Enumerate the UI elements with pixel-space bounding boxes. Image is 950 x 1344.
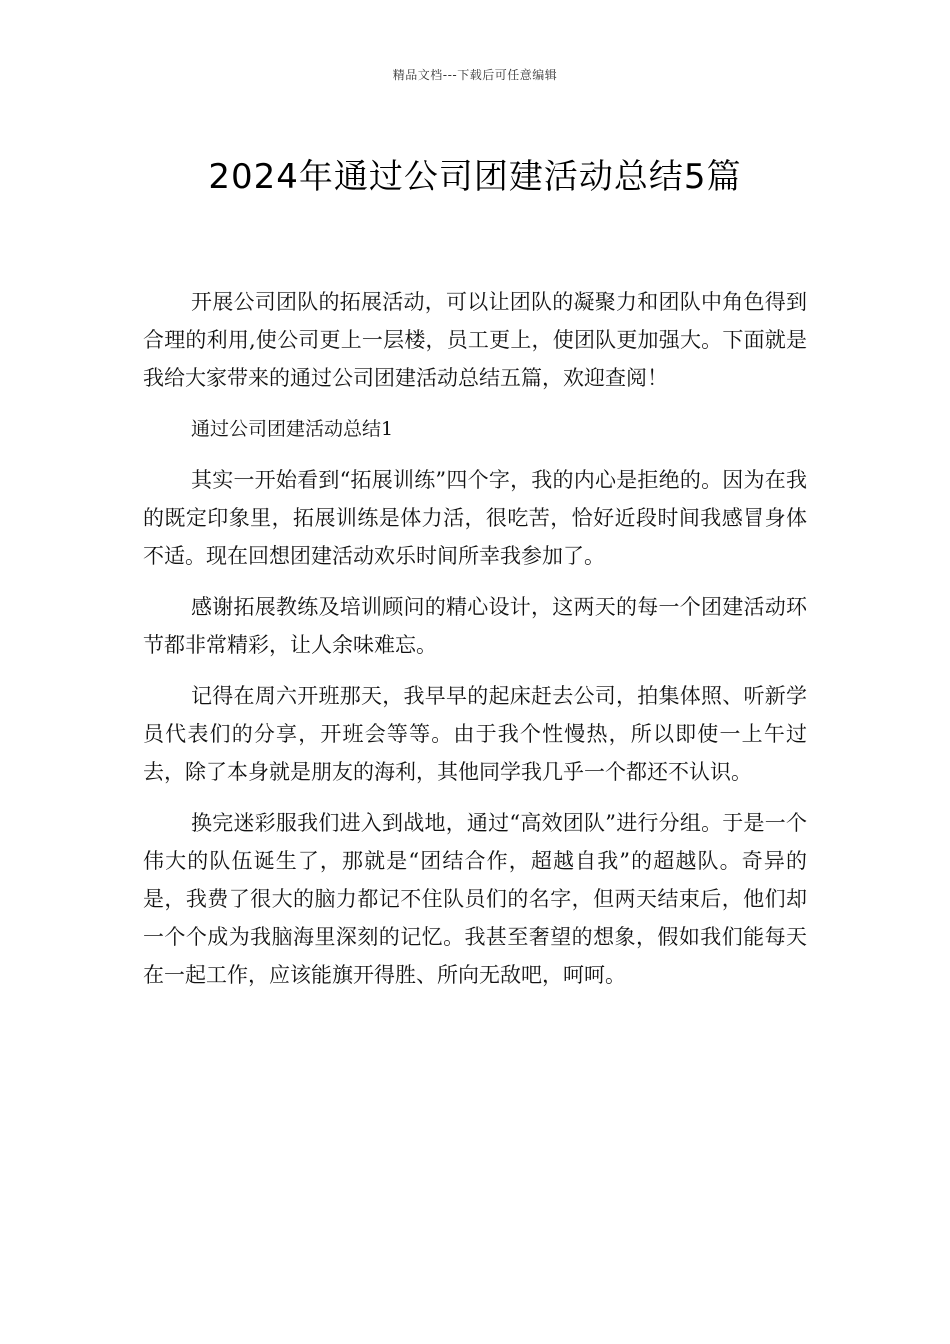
body-paragraph-1: 其实一开始看到“拓展训练”四个字，我的内心是拒绝的。因为在我的既定印象里，拓展训练是体力活，很吃苦，恰好近段时间我感冒身体不适。现在回想团建活动欢乐时间所幸我参加了。 bbox=[143, 468, 807, 568]
body-paragraph-4: 换完迷彩服我们进入到战地，通过“高效团队”进行分组。于是一个伟大的队伍诞生了，那就是“团结合作，超越自我”的超越队。奇异的是，我费了很大的脑力都记不住队员们的名字，但两天结束后，他们却一个个成为我脑海里深刻的记忆。我甚至奢望的想象，假如我们能每天在一起工作，应该能旗开得胜、所向无敌吧，呵呵。 bbox=[143, 811, 807, 987]
intro-paragraph: 开展公司团队的拓展活动，可以让团队的凝聚力和团队中角色得到合理的利用,使公司更上一层楼，员工更上，使团队更加强大。下面就是我给大家带来的通过公司团建活动总结五篇，欢迎查阅！ bbox=[143, 290, 807, 390]
document-title: 2024年通过公司团建活动总结5篇 bbox=[208, 156, 742, 197]
document-body bbox=[143, 283, 807, 1007]
body-paragraph-3: 记得在周六开班那天，我早早的起床赶去公司，拍集体照、听新学员代表们的分享，开班会等等。由于我个性慢热，所以即使一上午过去，除了本身就是朋友的海利，其他同学我几乎一个都还不认识。 bbox=[143, 684, 807, 784]
body-paragraph-2: 感谢拓展教练及培训顾问的精心设计，这两天的每一个团建活动环节都非常精彩，让人余味难忘。 bbox=[143, 595, 807, 657]
section-heading: 通过公司团建活动总结1 bbox=[191, 418, 394, 440]
header-note: 精品文档---下载后可任意编辑 bbox=[392, 68, 558, 82]
